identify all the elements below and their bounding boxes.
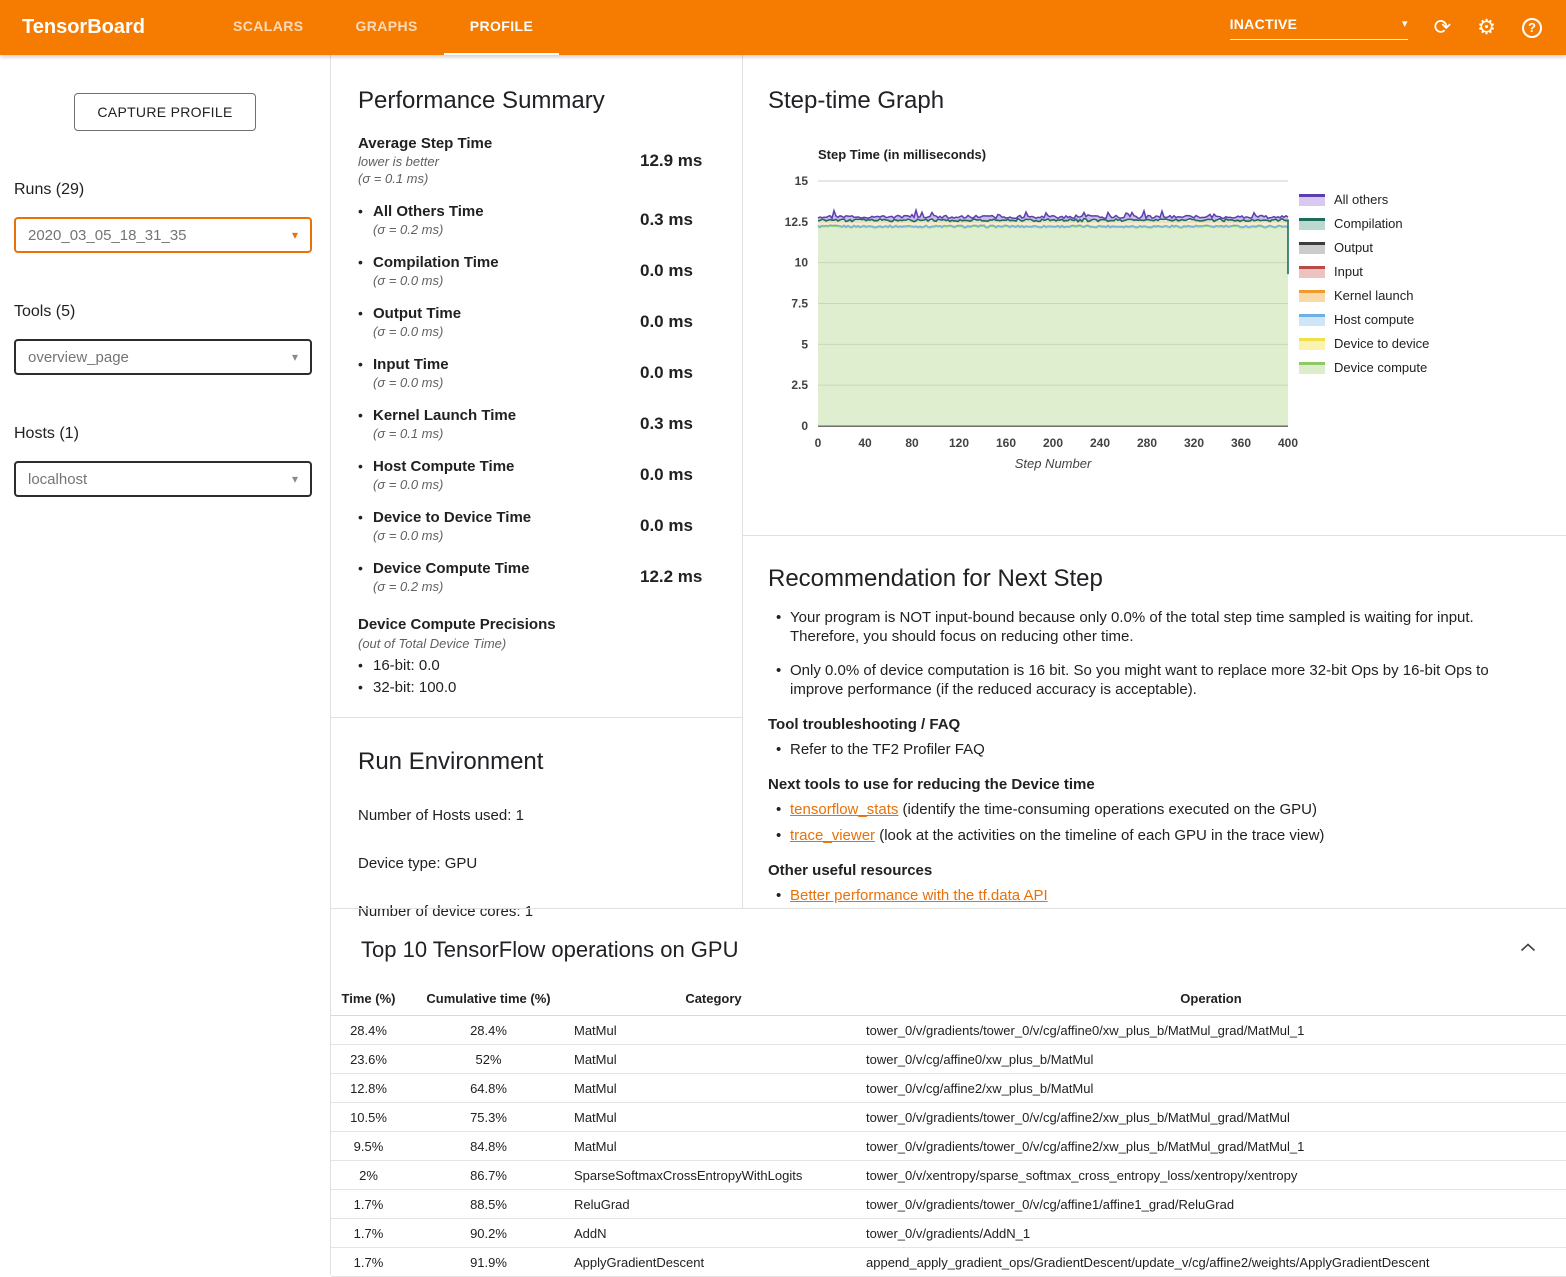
step-time-graph-title: Step-time Graph xyxy=(768,87,945,114)
legend-item xyxy=(1299,264,1429,279)
chart-legend xyxy=(1299,192,1429,375)
metric-name: Kernel Launch Time xyxy=(373,407,517,424)
legend-item xyxy=(1299,360,1429,375)
legend-item xyxy=(1299,312,1429,327)
column-header: Cumulative time (%) xyxy=(406,985,571,1016)
legend-label: Output xyxy=(1334,240,1374,255)
column-header: Category xyxy=(571,985,856,1016)
tools-select-value: overview_page xyxy=(28,348,129,366)
legend-item xyxy=(1299,336,1429,351)
status-dropdown[interactable] xyxy=(1230,16,1408,40)
category-cell: MatMul xyxy=(571,1074,856,1103)
svg-text:280: 280 xyxy=(1136,436,1158,450)
performance-summary-title: Performance Summary xyxy=(358,87,605,114)
metric-name: Host Compute Time xyxy=(373,458,515,475)
category-cell: ReluGrad xyxy=(571,1190,856,1219)
legend-swatch xyxy=(1299,314,1325,326)
legend-swatch xyxy=(1299,290,1325,302)
bullet-icon: • xyxy=(358,458,363,474)
time-cell: 1.7% xyxy=(331,1190,406,1219)
svg-text:80: 80 xyxy=(905,436,919,450)
cumulative-cell: 90.2% xyxy=(406,1219,571,1248)
svg-text:320: 320 xyxy=(1183,436,1205,450)
category-cell: MatMul xyxy=(571,1132,856,1161)
chevron-down-icon: ▾ xyxy=(291,350,298,364)
column-header: Time (%) xyxy=(331,985,406,1016)
svg-text:2.5: 2.5 xyxy=(791,378,808,393)
metric-row xyxy=(358,254,722,288)
legend-item xyxy=(1299,192,1429,207)
legend-label: Host compute xyxy=(1334,312,1415,327)
svg-text:15: 15 xyxy=(794,174,808,188)
cumulative-cell: 88.5% xyxy=(406,1190,571,1219)
metric-name: All Others Time xyxy=(373,203,484,220)
time-cell: 9.5% xyxy=(331,1132,406,1161)
bullet-icon: • xyxy=(358,254,363,270)
step-time-graph-section xyxy=(743,55,1566,536)
hosts-label: Hosts (1) xyxy=(14,425,79,442)
metric-sigma: (σ = 0.0 ms) xyxy=(373,324,444,339)
metric-sigma: (σ = 0.2 ms) xyxy=(373,222,444,237)
device-compute-precisions xyxy=(358,616,722,696)
resource-link[interactable]: Better performance with the tf.data API xyxy=(790,887,1048,904)
svg-text:120: 120 xyxy=(948,436,970,450)
cumulative-cell: 64.8% xyxy=(406,1074,571,1103)
legend-label: Input xyxy=(1334,264,1363,279)
legend-item xyxy=(1299,240,1429,255)
metric-name: Output Time xyxy=(373,305,462,322)
metric-sigma: (σ = 0.2 ms) xyxy=(373,579,444,594)
time-cell: 23.6% xyxy=(331,1045,406,1074)
metric-name: Device to Device Time xyxy=(373,509,532,526)
legend-item xyxy=(1299,216,1429,231)
table-row xyxy=(331,1190,1566,1219)
chevron-down-icon: ▾ xyxy=(291,472,298,486)
table-row xyxy=(331,1045,1566,1074)
collapse-icon[interactable] xyxy=(1520,943,1536,952)
resources-list xyxy=(768,886,1520,905)
metric-sigma: (σ = 0.0 ms) xyxy=(373,528,444,543)
time-cell: 12.8% xyxy=(331,1074,406,1103)
svg-text:160: 160 xyxy=(995,436,1017,450)
svg-text:360: 360 xyxy=(1230,436,1252,450)
tools-label: Tools (5) xyxy=(14,303,76,320)
top-ops-table xyxy=(331,985,1566,1277)
legend-swatch xyxy=(1299,338,1325,350)
cumulative-cell: 91.9% xyxy=(406,1248,571,1277)
metric-value: 0.0 ms xyxy=(640,261,693,280)
recommendation-list xyxy=(768,608,1520,699)
legend-label: Compilation xyxy=(1334,216,1403,231)
tools-group xyxy=(14,303,312,375)
operation-cell: tower_0/v/gradients/tower_0/v/cg/affine0/xw_plus_b/MatMul_grad/MatMul_1 xyxy=(856,1016,1566,1045)
column-header: Operation xyxy=(856,985,1566,1016)
faq-item: • Refer to the TF2 Profiler FAQ xyxy=(790,740,1520,759)
category-cell: MatMul xyxy=(571,1045,856,1074)
category-cell: AddN xyxy=(571,1219,856,1248)
recommendation-item: • Only 0.0% of device computation is 16 bit. So you might want to replace more 32-bit Ops by 16-bit Ops to improve performance (if the reduced accuracy is acceptable). xyxy=(790,661,1520,699)
app-title: TensorBoard xyxy=(22,16,145,38)
next-tools-title: Next tools to use for reducing the Device time xyxy=(768,776,1095,793)
metric-row xyxy=(358,305,722,339)
chevron-down-icon: ▾ xyxy=(1402,18,1408,30)
legend-swatch xyxy=(1299,242,1325,254)
metric-sigma: (σ = 0.1 ms) xyxy=(373,426,444,441)
svg-text:0: 0 xyxy=(801,419,808,433)
metric-value: 0.0 ms xyxy=(640,363,693,382)
step-time-chart xyxy=(768,141,1304,481)
cumulative-cell: 86.7% xyxy=(406,1161,571,1190)
tools-select[interactable] xyxy=(14,339,312,375)
cumulative-cell: 52% xyxy=(406,1045,571,1074)
run-environment xyxy=(331,718,742,920)
tab-profile[interactable]: PROFILE xyxy=(444,0,559,55)
hosts-group xyxy=(14,425,312,497)
table-row xyxy=(331,1248,1566,1277)
svg-text:7.5: 7.5 xyxy=(791,296,808,311)
operation-cell: tower_0/v/cg/affine2/xw_plus_b/MatMul xyxy=(856,1074,1566,1103)
bullet-icon: • xyxy=(358,509,363,525)
svg-text:240: 240 xyxy=(1089,436,1111,450)
precisions-note: (out of Total Device Time) xyxy=(358,636,507,651)
operation-cell: tower_0/v/gradients/tower_0/v/cg/affine2/xw_plus_b/MatMul_grad/MatMul xyxy=(856,1103,1566,1132)
bullet-icon: • xyxy=(358,407,363,423)
refresh-icon[interactable]: ⟳ xyxy=(1433,15,1452,39)
bullet-icon: • xyxy=(358,657,363,673)
precision-item: • 16-bit: 0.0 xyxy=(358,657,440,674)
top-ops-title: Top 10 TensorFlow operations on GPU xyxy=(361,937,739,962)
bullet-icon: • xyxy=(358,560,363,576)
graph-column xyxy=(743,55,1566,908)
metric-name: Average Step Time xyxy=(358,135,493,152)
legend-swatch xyxy=(1299,218,1325,230)
metrics-list xyxy=(358,203,722,594)
metric-row xyxy=(358,407,722,441)
time-cell: 1.7% xyxy=(331,1219,406,1248)
table-row xyxy=(331,1132,1566,1161)
nav-tabs xyxy=(207,0,559,55)
gear-icon[interactable]: ⚙ xyxy=(1477,15,1496,39)
recommendation-section xyxy=(743,536,1566,905)
bullet-icon: • xyxy=(358,356,363,372)
metric-row xyxy=(358,509,722,543)
cumulative-cell: 28.4% xyxy=(406,1016,571,1045)
svg-text:200: 200 xyxy=(1042,436,1064,450)
tool-link[interactable]: tensorflow_stats xyxy=(790,801,899,818)
table-row xyxy=(331,1016,1566,1045)
svg-text:12.5: 12.5 xyxy=(784,214,808,229)
header-actions xyxy=(1230,0,1542,55)
time-cell: 1.7% xyxy=(331,1248,406,1277)
svg-text:10: 10 xyxy=(794,255,808,270)
operation-cell: tower_0/v/gradients/AddN_1 xyxy=(856,1219,1566,1248)
category-cell: ApplyGradientDescent xyxy=(571,1248,856,1277)
svg-text:400: 400 xyxy=(1277,436,1299,450)
metric-value: 12.9 ms xyxy=(640,150,703,170)
table-header-row xyxy=(331,985,1566,1016)
chevron-down-icon: ▾ xyxy=(291,228,298,242)
legend-label: Device to device xyxy=(1334,336,1430,351)
metric-name: Device Compute Time xyxy=(373,560,530,577)
run-environment-line: Number of Hosts used: 1 xyxy=(358,807,524,824)
hosts-select-value: localhost xyxy=(28,470,88,488)
precisions-title: Device Compute Precisions xyxy=(358,616,556,633)
metric-note: lower is better xyxy=(358,154,439,169)
recommendation-item: • Your program is NOT input-bound because only 0.0% of the total step time sampled is waiting for input. Therefore, you should focus on reducing other time. xyxy=(790,608,1520,646)
category-cell: MatMul xyxy=(571,1103,856,1132)
legend-label: Device compute xyxy=(1334,360,1428,375)
next-tools-list xyxy=(768,800,1520,845)
metric-value: 0.0 ms xyxy=(640,465,693,484)
svg-text:40: 40 xyxy=(858,436,872,450)
tool-link[interactable]: trace_viewer xyxy=(790,827,876,844)
metric-value: 0.3 ms xyxy=(640,414,693,433)
table-row xyxy=(331,1219,1566,1248)
svg-text:0: 0 xyxy=(814,436,822,450)
legend-item xyxy=(1299,288,1429,303)
metric-row xyxy=(358,203,722,237)
runs-label: Runs (29) xyxy=(14,181,85,198)
hosts-select[interactable] xyxy=(14,461,312,497)
metric-row xyxy=(358,560,722,594)
svg-text:Step Number: Step Number xyxy=(1014,456,1092,471)
legend-swatch xyxy=(1299,362,1325,374)
metric-value: 0.0 ms xyxy=(640,516,693,535)
runs-select-value: 2020_03_05_18_31_35 xyxy=(28,226,187,244)
app-header xyxy=(0,0,1566,55)
legend-label: All others xyxy=(1334,192,1389,207)
legend-swatch xyxy=(1299,194,1325,206)
operation-cell: tower_0/v/gradients/tower_0/v/cg/affine2/xw_plus_b/MatMul_grad/MatMul_1 xyxy=(856,1132,1566,1161)
metric-value: 0.0 ms xyxy=(640,312,693,331)
average-step-time-row xyxy=(358,135,722,186)
bullet-icon: • xyxy=(358,679,363,695)
resource-item xyxy=(790,886,1520,905)
metric-sigma: (σ = 0.0 ms) xyxy=(373,273,444,288)
svg-text:Step Time (in milliseconds): Step Time (in milliseconds) xyxy=(818,147,987,162)
tool-item: • trace_viewer (look at the activities on the timeline of each GPU in the trace view) xyxy=(790,826,1520,845)
tab-graphs[interactable]: GRAPHS xyxy=(355,18,418,34)
svg-text:5: 5 xyxy=(801,337,808,352)
cumulative-cell: 84.8% xyxy=(406,1132,571,1161)
resources-title: Other useful resources xyxy=(768,862,933,879)
runs-group xyxy=(14,181,312,253)
legend-label: Kernel launch xyxy=(1334,288,1414,303)
bullet-icon: • xyxy=(358,305,363,321)
legend-swatch xyxy=(1299,266,1325,278)
metric-name: Input Time xyxy=(373,356,449,373)
tab-scalars[interactable]: SCALARS xyxy=(232,18,304,34)
table-row xyxy=(331,1161,1566,1190)
category-cell: MatMul xyxy=(571,1016,856,1045)
operation-cell: tower_0/v/cg/affine0/xw_plus_b/MatMul xyxy=(856,1045,1566,1074)
top-ops-section xyxy=(331,908,1566,1275)
metric-sigma: (σ = 0.1 ms) xyxy=(358,171,429,186)
run-environment-line: Device type: GPU xyxy=(358,855,478,872)
operation-cell: tower_0/v/gradients/tower_0/v/cg/affine1/affine1_grad/ReluGrad xyxy=(856,1190,1566,1219)
metric-sigma: (σ = 0.0 ms) xyxy=(373,375,444,390)
time-cell: 2% xyxy=(331,1161,406,1190)
metric-row xyxy=(358,458,722,492)
performance-summary-column xyxy=(331,55,743,920)
runs-select[interactable] xyxy=(14,217,312,253)
step-time-chart-wrap xyxy=(768,141,1566,486)
operation-cell: append_apply_gradient_ops/GradientDescent/update_v/cg/affine2/weights/ApplyGradientDescent xyxy=(856,1248,1566,1277)
recommendation-title: Recommendation for Next Step xyxy=(768,565,1103,592)
capture-profile-button[interactable]: CAPTURE PROFILE xyxy=(74,93,255,131)
metric-value: 0.3 ms xyxy=(640,210,693,229)
run-environment-line: Number of device cores: 1 xyxy=(358,903,534,920)
metric-row xyxy=(358,356,722,390)
faq-title: Tool troubleshooting / FAQ xyxy=(768,716,961,733)
metric-sigma: (σ = 0.0 ms) xyxy=(373,477,444,492)
metric-value: 12.2 ms xyxy=(640,567,703,586)
sidebar xyxy=(0,55,331,1275)
run-environment-title: Run Environment xyxy=(358,748,544,775)
time-cell: 28.4% xyxy=(331,1016,406,1045)
category-cell: SparseSoftmaxCrossEntropyWithLogits xyxy=(571,1161,856,1190)
bullet-icon: • xyxy=(358,203,363,219)
cumulative-cell: 75.3% xyxy=(406,1103,571,1132)
metric-name: Compilation Time xyxy=(373,254,499,271)
status-dropdown-value: INACTIVE xyxy=(1229,15,1298,32)
precision-item: • 32-bit: 100.0 xyxy=(358,679,457,696)
table-row xyxy=(331,1103,1566,1132)
time-cell: 10.5% xyxy=(331,1103,406,1132)
help-icon[interactable]: ? xyxy=(1522,18,1542,38)
operation-cell: tower_0/v/xentropy/sparse_softmax_cross_entropy_loss/xentropy/xentropy xyxy=(856,1161,1566,1190)
tool-item: • tensorflow_stats (identify the time-consuming operations executed on the GPU) xyxy=(790,800,1520,819)
table-row xyxy=(331,1074,1566,1103)
